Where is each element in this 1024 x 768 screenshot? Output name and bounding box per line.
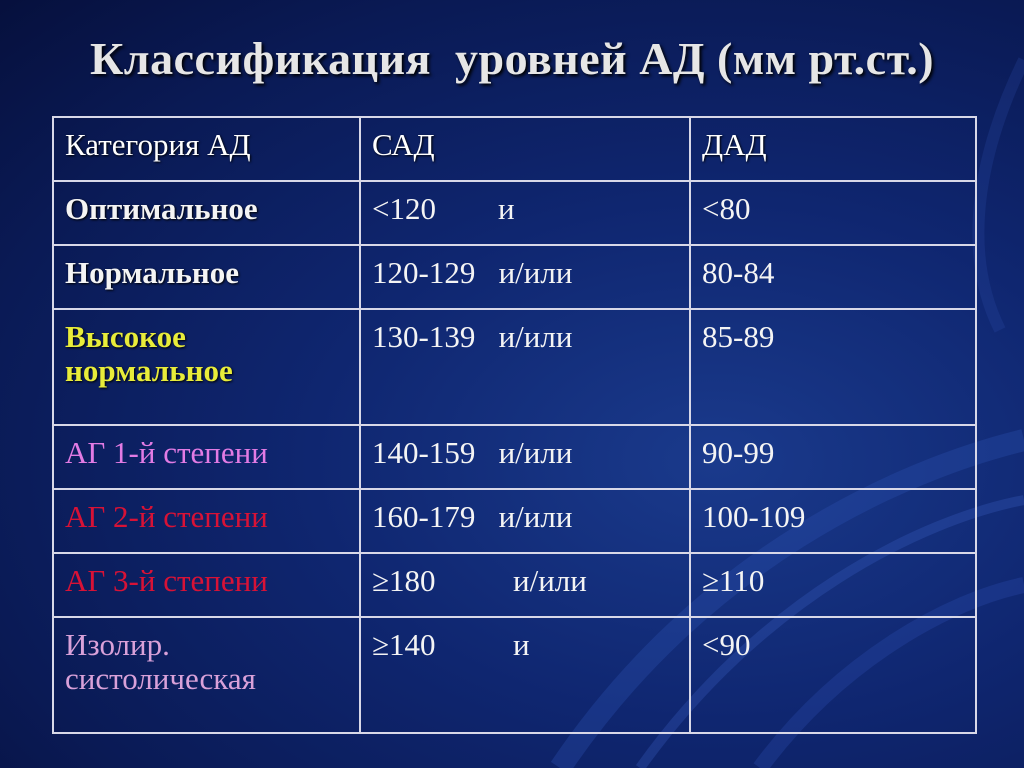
category-normal: Нормальное — [53, 245, 360, 309]
sad-value: 160-179 и/или — [360, 489, 690, 553]
category-optimal: Оптимальное — [53, 181, 360, 245]
sad-value: 120-129 и/или — [360, 245, 690, 309]
table-row — [53, 489, 976, 553]
sad-value: 130-139 и/или — [360, 309, 690, 425]
category-ag2: АГ 2-й степени — [53, 489, 360, 553]
dad-value: 80-84 — [690, 245, 976, 309]
dad-value: ≥110 — [690, 553, 976, 617]
table-row — [53, 617, 976, 733]
category-high-normal: Высокое нормальное — [53, 309, 360, 425]
table-row — [53, 181, 976, 245]
dad-value: 100-109 — [690, 489, 976, 553]
sad-value: ≥140 и — [360, 617, 690, 733]
table-header-row — [53, 117, 976, 181]
dad-value: 85-89 — [690, 309, 976, 425]
table-row — [53, 553, 976, 617]
header-category: Категория АД — [53, 117, 360, 181]
bp-classification-table — [52, 116, 977, 734]
sad-value: <120 и — [360, 181, 690, 245]
dad-value: 90-99 — [690, 425, 976, 489]
table-row — [53, 245, 976, 309]
category-isolated-systolic: Изолир. систолическая — [53, 617, 360, 733]
sad-value: 140-159 и/или — [360, 425, 690, 489]
category-ag3: АГ 3-й степени — [53, 553, 360, 617]
dad-value: <90 — [690, 617, 976, 733]
table-row — [53, 309, 976, 425]
header-dad: ДАД — [690, 117, 976, 181]
slide-title: Классификация уровней АД (мм рт.ст.) — [89, 33, 935, 84]
dad-value: <80 — [690, 181, 976, 245]
sad-value: ≥180 и/или — [360, 553, 690, 617]
header-sad: САД — [360, 117, 690, 181]
table-row — [53, 425, 976, 489]
category-ag1: АГ 1-й степени — [53, 425, 360, 489]
